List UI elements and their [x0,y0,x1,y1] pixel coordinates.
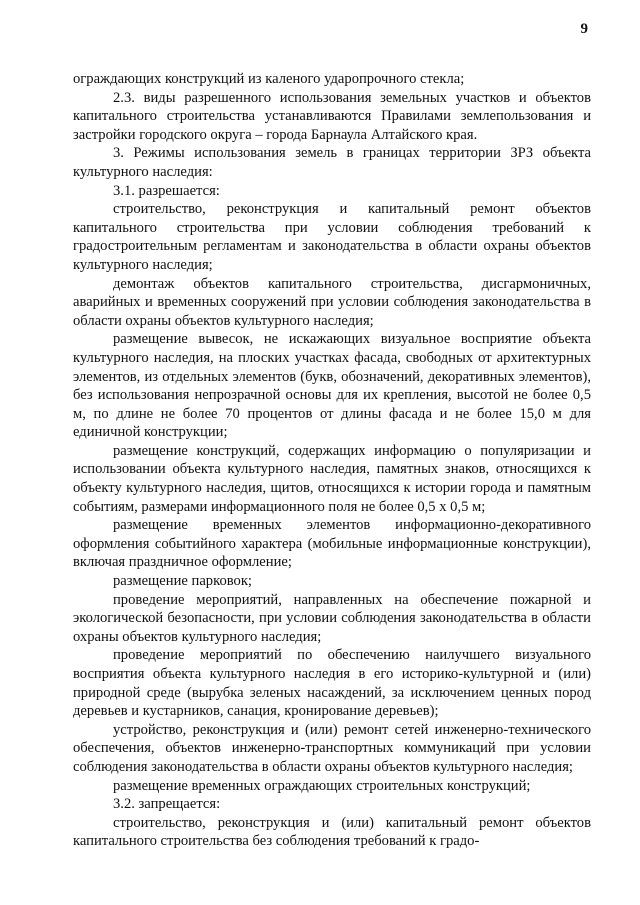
paragraph-4: 3.1. разрешается: [113,182,220,199]
paragraph-5: строительство, реконструкция и капитальный ремонт объектов капитального строительства при условии соблюдения требований к градостроительным регламентам и законодательства в области охраны объектов культурного наследия; [73,201,591,273]
paragraph-15: 3.2. запрещается: [113,796,221,813]
paragraph-1: ограждающих конструкций из каленого ударопрочного стекла; [73,71,465,87]
paragraph-10: размещение парковок; [113,573,252,590]
paragraph-9: размещение временных элементов информационно-декоративного оформления событийного характера (мобильные информационные конструкции), включая праздничное оформление; [73,517,591,571]
paragraph-16: строительство, реконструкция и (или) капитальный ремонт объектов капитального строительства без соблюдения требований к градо- [73,814,591,850]
paragraph-14: размещение временных ограждающих строительных конструкций; [113,777,531,794]
paragraph-7: размещение вывесок, не искажающих визуальное восприятие объекта культурного наследия, на плоских участках фасада, свободных от архитектурных элементов, из отдельных элементов (букв, обозначений, декоративных элементов), без использования непрозрачной основы для их крепления, высотой не более 0,5 м, по длине не более 70 процентов от длины фасада и не более 15,0 м для единичной конструкции; [73,331,591,441]
paragraph-13: устройство, реконструкция и (или) ремонт сетей инженерно-технического обеспечения, объектов инженерно-транспортных коммуникаций при условии соблюдения законодательства в области охраны объектов культурного наследия; [73,721,591,775]
paragraph-3: 3. Режимы использования земель в границах территории ЗРЗ объекта культурного наследия: [73,145,591,180]
paragraph-11: проведение мероприятий, направленных на обеспечение пожарной и экологической безопасности, при условии соблюдения законодательства в области охраны объектов культурного наследия; [73,591,591,645]
paragraph-6: демонтаж объектов капитального строительства, дисгармоничных, аварийных и временных сооружений при условии соблюдения законодательства в области охраны объектов культурного наследия; [73,275,591,329]
paragraph-2: 2.3. виды разрешенного использования земельных участков и объектов капитального строительства устанавливаются Правилами землепользования и застройки городского округа – города Барнаула Алтайского края. [73,89,591,143]
paragraph-12: проведение мероприятий по обеспечению наилучшего визуального восприятия объекта культурного наследия в его историко-культурной и (или) природной среде (вырубка зеленых насаждений, за исключением ценных пород деревьев и кустарников, санация, кронирование деревьев); [73,647,591,720]
paragraph-8: размещение конструкций, содержащих информацию о популяризации и использовании объекта культурного наследия, памятных знаков, относящихся к объекту культурного наследия, щитов, относящихся к истории города и памятным событиям, размерами информационного поля не более 0,5 х 0,5 м; [73,442,591,515]
document-body [73,70,591,851]
page-number: 9 [580,21,588,37]
